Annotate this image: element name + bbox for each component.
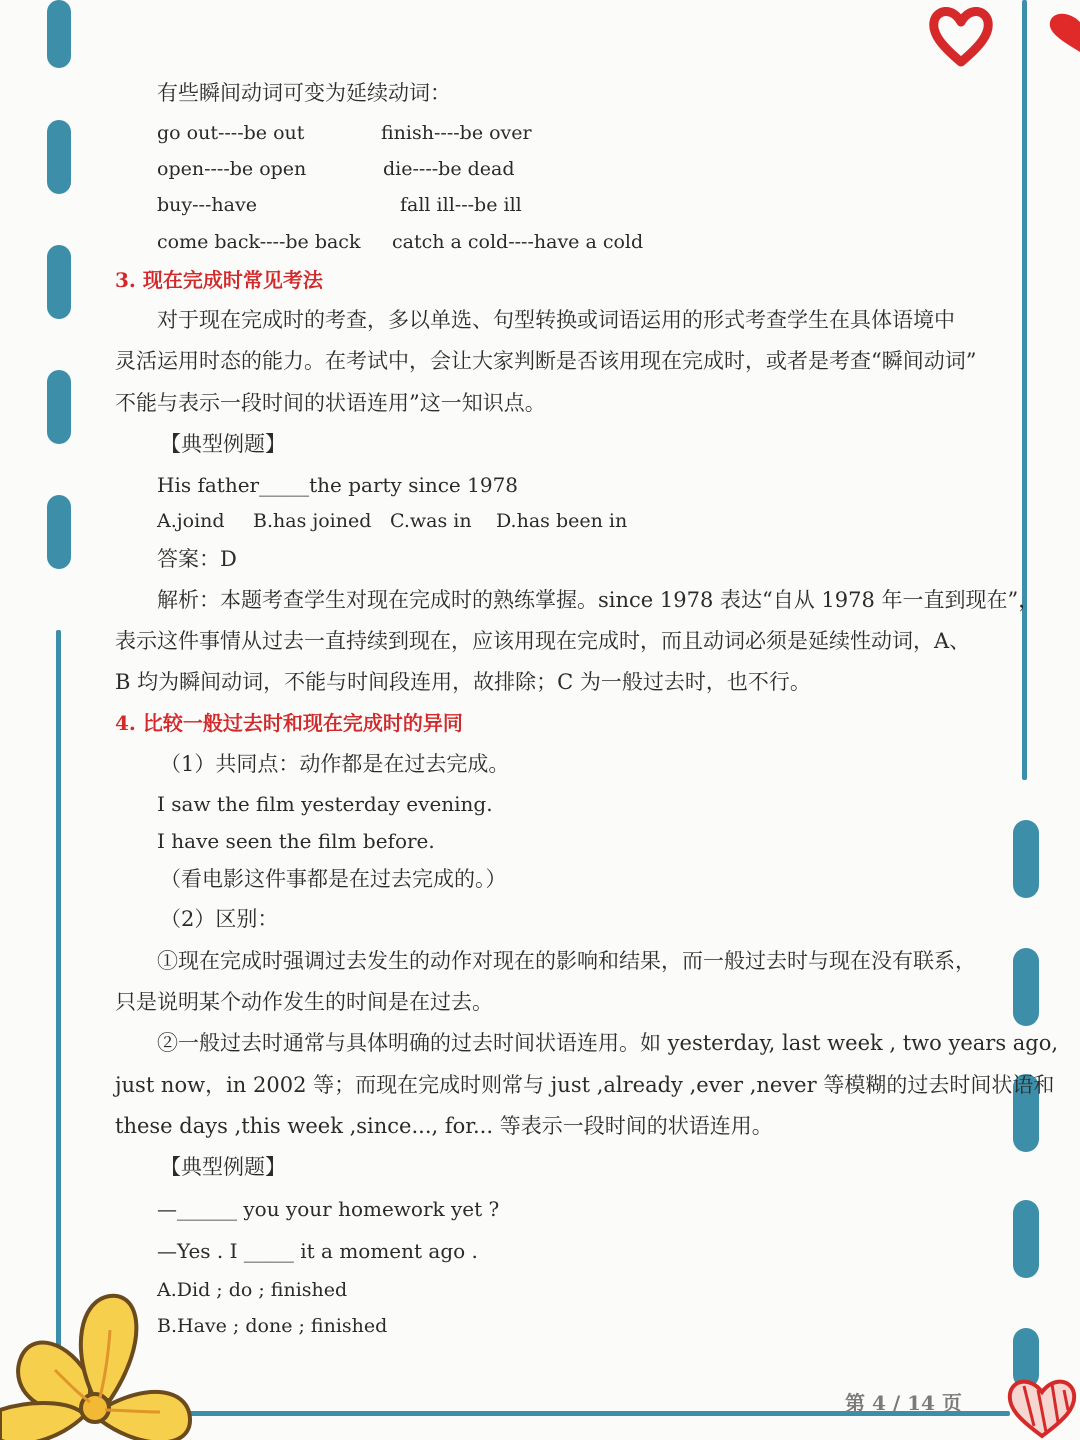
question-text: His father_____the party since 1978 (157, 473, 519, 497)
example-label: 【典型例题】 (160, 432, 286, 456)
heart-outline-icon (928, 4, 994, 70)
verb-pair-right: finish----be over (381, 122, 532, 144)
option-b: B.has joined (253, 510, 372, 532)
dialog-line: —Yes . I _____ it a moment ago . (157, 1239, 478, 1263)
decor-dash (47, 0, 71, 68)
note-text: （看电影这件事都是在过去完成的。） (160, 867, 507, 891)
difference-line: just now，in 2002 等；而现在完成时则常与 just ,already ,ever ,never 等模糊的过去时间状语和 (115, 1073, 1055, 1097)
option-b: B.Have ; done ; finished (157, 1315, 388, 1337)
difference-line: ②一般过去时通常与具体明确的过去时间状语连用。如 yesterday, last week , two years ago, (157, 1031, 1059, 1055)
difference-line: these days ,this week ,since..., for... 等表示一段时间的状语连用。 (115, 1114, 773, 1138)
option-d: D.has been in (496, 510, 628, 532)
verb-pair-left: go out----be out (157, 122, 305, 144)
verb-pair-left: come back----be back (157, 231, 361, 253)
verb-pair-left: open----be open (157, 158, 307, 180)
decor-dash (47, 495, 71, 569)
verb-pair-right: fall ill---be ill (400, 194, 522, 216)
verb-pair-right: die----be dead (383, 158, 515, 180)
page-number: 第 4 / 14 页 (845, 1391, 962, 1415)
section-heading: 3. 现在完成时常见考法 (115, 268, 323, 292)
decor-dash (1013, 1200, 1039, 1278)
analysis-line: 解析：本题考查学生对现在完成时的熟练掌握。since 1978 表达“自从 1978 年一直到现在”， (157, 588, 1040, 612)
paragraph-line: 不能与表示一段时间的状语连用”这一知识点。 (115, 391, 546, 415)
analysis-line: 表示这件事情从过去一直持续到现在，应该用现在完成时，而且动词必须是延续性动词，A、 (115, 629, 971, 653)
example-sentence: I have seen the film before. (157, 829, 435, 853)
intro-text: 有些瞬间动词可变为延续动词： (157, 81, 451, 105)
difference-line: 只是说明某个动作发生的时间是在过去。 (115, 990, 493, 1014)
decor-dash (1013, 948, 1039, 1026)
example-sentence: I saw the film yesterday evening. (157, 792, 493, 816)
verb-pair-left: buy---have (157, 194, 257, 216)
option-a: A.Did ; do ; finished (157, 1279, 348, 1301)
heart-striped-icon (1004, 1370, 1080, 1440)
decor-line-right (1022, 0, 1027, 780)
answer-text: 答案：D (157, 547, 237, 571)
decor-dash (47, 245, 71, 319)
paragraph-line: 灵活运用时态的能力。在考试中，会让大家判断是否该用现在完成时，或者是考查“瞬间动词” (115, 349, 977, 373)
analysis-line: B 均为瞬间动词，不能与时间段连用，故排除；C 为一般过去时，也不行。 (115, 670, 811, 694)
difference-line: ①现在完成时强调过去发生的动作对现在的影响和结果，而一般过去时与现在没有联系， (157, 949, 976, 973)
decor-dash (47, 120, 71, 194)
paragraph-line: 对于现在完成时的考查，多以单选、句型转换或词语运用的形式考查学生在具体语境中 (157, 308, 955, 332)
verb-pair-right: catch a cold----have a cold (392, 231, 644, 253)
decor-dash (1013, 820, 1039, 898)
heart-icon (1040, 8, 1080, 58)
option-a: A.joind (157, 510, 225, 532)
section-heading: 4. 比较一般过去时和现在完成时的异同 (115, 711, 463, 735)
option-c: C.was in (390, 510, 472, 532)
difference-label: （2）区别： (160, 907, 279, 931)
common-point: （1）共同点：动作都是在过去完成。 (160, 752, 510, 776)
dialog-line: —______ you your homework yet ? (157, 1197, 500, 1221)
decor-dash (47, 370, 71, 444)
example-label: 【典型例题】 (160, 1155, 286, 1179)
